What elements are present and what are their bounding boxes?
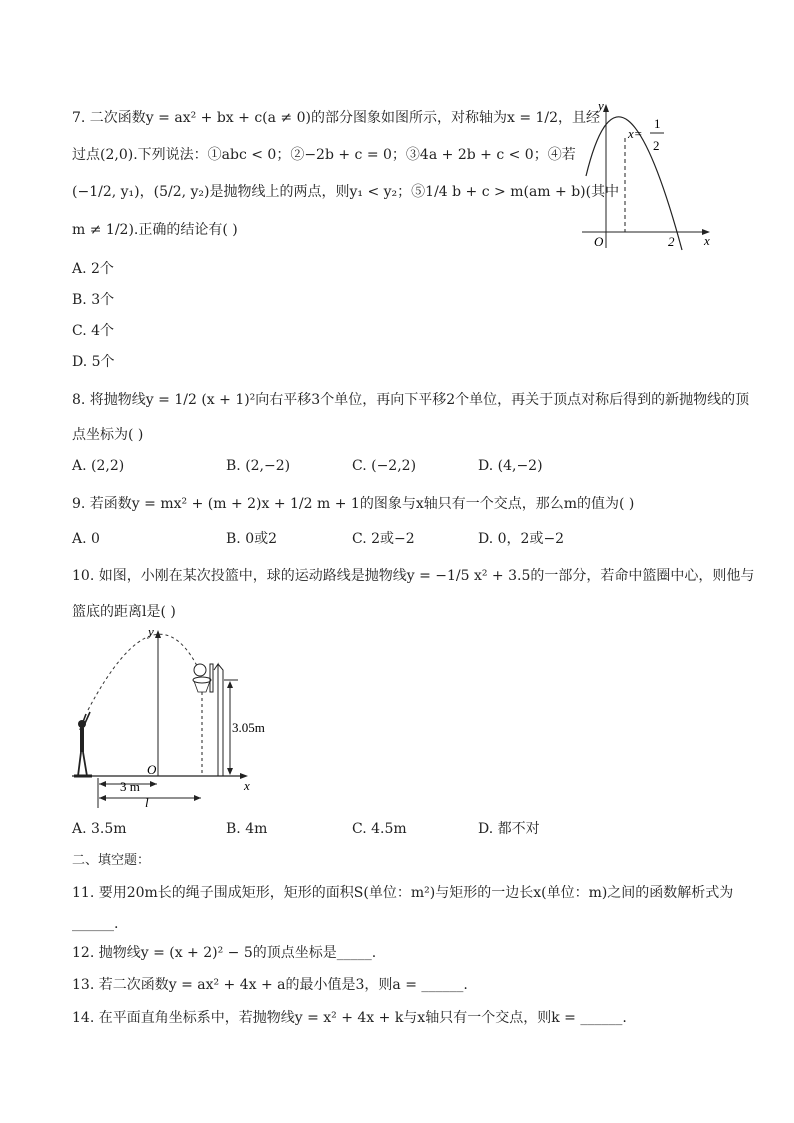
q10-l-arrow-right (194, 795, 201, 801)
q9-option-c: C. 2或−2 (352, 531, 415, 547)
q9-option-b: B. 0或2 (226, 531, 278, 547)
q7-option-d: D. 5个 (72, 354, 115, 370)
q10-ball-icon (194, 664, 206, 676)
q8-option-a: A. (2,2) (72, 458, 125, 474)
q7-option-c: C. 4个 (72, 323, 115, 339)
q7-option-a: A. 2个 (72, 261, 114, 277)
q10-basketball-figure (68, 624, 268, 810)
q10-3m-arrow-left (99, 781, 106, 787)
q10-x-label: x (244, 778, 250, 793)
q10-height-arrow-top (227, 681, 233, 688)
q10-option-c: C. 4.5m (352, 821, 407, 837)
q10-hoop-stand (193, 664, 223, 776)
q8-line-1: 8. 将抛物线y = 1/2 (x + 1)²向右平移3个单位，再向下平移2个单位，再关于顶点对称后得到的新抛物线的顶 (72, 392, 750, 408)
q10-line-2: 篮底的距离l是( ) (72, 604, 176, 620)
q7-sym-x-label: x= (628, 126, 643, 141)
q10-3m-label: 3 m (120, 779, 140, 794)
q7-y-label: y (598, 98, 604, 113)
q7-line-4: m ≠ 1/2).正确的结论有( ) (72, 222, 238, 238)
q14-line: 14. 在平面直角坐标系中，若抛物线y = x² + 4x + k与x轴只有一个交点，则k = ______. (72, 1010, 627, 1026)
q11-line-2: ______. (72, 916, 119, 932)
q10-ball-trajectory (88, 634, 202, 710)
q9-option-a: A. 0 (72, 531, 100, 547)
q8-line-2: 点坐标为( ) (72, 427, 144, 443)
q10-option-d: D. 都不对 (478, 821, 540, 837)
q7-line-1: 7. 二次函数y = ax² + bx + c(a ≠ 0)的部分图象如图所示，对称轴为x = 1/2，且经 (72, 110, 601, 126)
q8-option-d: D. (4,−2) (478, 458, 543, 474)
q7-root-label: 2 (668, 234, 675, 249)
q10-y-label: y (148, 624, 154, 639)
q8-option-b: B. (2,−2) (226, 458, 291, 474)
q7-origin-label: O (594, 234, 604, 249)
q10-option-a: A. 3.5m (72, 821, 127, 837)
q7-line-2: 过点(2,0).下列说法：①abc < 0；②−2b + c = 0；③4a + 2b + c < 0；④若 (72, 147, 576, 163)
q9-option-d: D. 0，2或−2 (478, 531, 565, 547)
q7-sym-numerator: 1 (654, 116, 661, 131)
q8-option-c: C. (−2,2) (352, 458, 417, 474)
q10-3m-arrow-right (150, 781, 157, 787)
q10-option-b: B. 4m (226, 821, 268, 837)
q10-player-icon (74, 712, 92, 776)
q7-y-arrow (603, 104, 609, 112)
section-2-heading: 二、填空题： (72, 853, 151, 868)
q10-height-arrow-bottom (227, 768, 233, 775)
q7-option-b: B. 3个 (72, 292, 115, 308)
q7-line-3: (−1/2, y₁)，(5/2, y₂)是抛物线上的两点，则y₁ < y₂；⑤1/4 b + c > m(am + b)(其中 (72, 184, 620, 200)
q9-line-1: 9. 若函数y = mx² + (m + 2)x + 1/2 m + 1的图象与x轴只有一个交点，那么m的值为( ) (72, 496, 635, 512)
q10-height-label: 3.05m (232, 720, 265, 735)
q10-origin-label: O (147, 762, 157, 777)
q10-line-1: 10. 如图，小刚在某次投篮中，球的运动路线是抛物线y = −1/5 x² + 3.5的一部分，若命中篮圈中心，则他与 (72, 568, 755, 584)
q10-l-label: l (145, 795, 149, 810)
q13-line: 13. 若二次函数y = ax² + 4x + a的最小值是3，则a = ______. (72, 977, 468, 993)
q7-sym-denominator: 2 (653, 138, 660, 153)
q11-line-1: 11. 要用20m长的绳子围成矩形，矩形的面积S(单位：m²)与矩形的一边长x(单位：m)之间的函数解析式为 (72, 885, 734, 901)
q7-parabola-figure (576, 98, 726, 258)
q12-line: 12. 抛物线y = (x + 2)² − 5的顶点坐标是_____. (72, 945, 377, 961)
q7-x-label: x (704, 233, 710, 248)
q10-l-arrow-left (99, 795, 106, 801)
